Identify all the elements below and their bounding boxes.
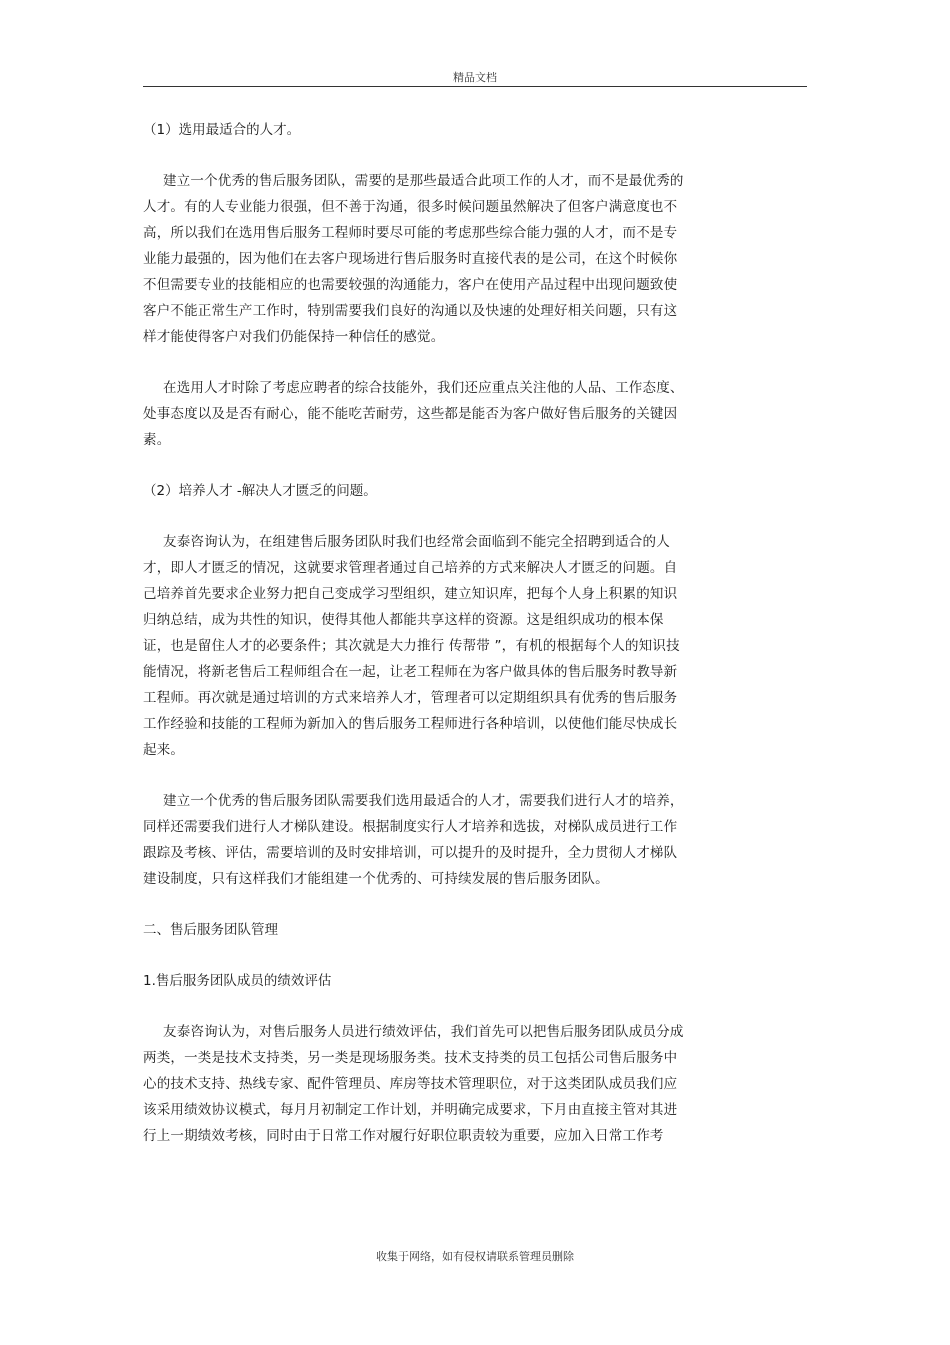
paragraph [143,1019,743,1149]
paragraph-line: 友泰咨询认为，在组建售后服务团队时我们也经常会面临到不能完全招聘到适合的人 [163,534,670,550]
page-header [143,66,807,87]
paragraph-line: 己培养首先要求企业努力把自己变成学习型组织，建立知识库，把每个人身上积累的知识 [143,586,678,602]
paragraph [143,788,743,892]
section-heading: 1.售后服务团队成员的绩效评估 [143,973,332,989]
paragraph-line: 友泰咨询认为，对售后服务人员进行绩效评估，我们首先可以把售后服务团队成员分成 [163,1024,684,1040]
header-text: 精品文档 [453,71,497,84]
paragraph-line: 人才。有的人专业能力很强，但不善于沟通，很多时候问题虽然解决了但客户满意度也不 [143,199,678,215]
paragraph-line: 建设制度，只有这样我们才能组建一个优秀的、可持续发展的售后服务团队。 [143,871,609,887]
section-heading: （1）选用最适合的人才。 [143,122,301,138]
paragraph-line: 同样还需要我们进行人才梯队建设。根据制度实行人才培养和选拔，对梯队成员进行工作 [143,819,678,835]
paragraph-line: 才，即人才匮乏的情况，这就要求管理者通过自己培养的方式来解决人才匮乏的问题。自 [143,560,678,576]
paragraph-line: 跟踪及考核、评估，需要培训的及时安排培训，可以提升的及时提升，全力贯彻人才梯队 [143,845,678,861]
section-heading: 二、售后服务团队管理 [143,922,278,938]
paragraph-line: 建立一个优秀的售后服务团队需要我们选用最适合的人才，需要我们进行人才的培养， [163,793,684,809]
paragraph-line: 高，所以我们在选用售后服务工程师时要尽可能的考虑那些综合能力强的人才，而不是专 [143,225,678,241]
paragraph-line: 客户不能正常生产工作时，特别需要我们良好的沟通以及快速的处理好相关问题，只有这 [143,303,678,319]
paragraph-line: 不但需要专业的技能相应的也需要较强的沟通能力，客户在使用产品过程中出现问题致使 [143,277,678,293]
paragraph-line: 证，也是留住人才的必要条件；其次就是大力推行 传帮带 ”，有机的根据每个人的知识技 [143,638,680,654]
paragraph-line: 心的技术支持、热线专家、配件管理员、库房等技术管理职位，对于这类团队成员我们应 [143,1076,678,1092]
paragraph-line: 业能力最强的，因为他们在去客户现场进行售后服务时直接代表的是公司，在这个时候你 [143,251,678,267]
document-body [143,117,743,1174]
paragraph-line: 该采用绩效协议模式，每月月初制定工作计划，并明确完成要求，下月由直接主管对其进 [143,1102,678,1118]
paragraph [143,375,743,453]
paragraph [143,529,743,763]
paragraph-line: 工程师。再次就是通过培训的方式来培养人才，管理者可以定期组织具有优秀的售后服务 [143,690,678,706]
paragraph-line: 样才能使得客户对我们仍能保持一种信任的感觉。 [143,329,445,345]
paragraph-line: 工作经验和技能的工程师为新加入的售后服务工程师进行各种培训，以使他们能尽快成长 [143,716,678,732]
paragraph-line: 两类，一类是技术支持类，另一类是现场服务类。技术支持类的员工包括公司售后服务中 [143,1050,678,1066]
paragraph-line: 行上一期绩效考核，同时由于日常工作对履行好职位职责较为重要，应加入日常工作考 [143,1128,664,1144]
paragraph-line: 起来。 [143,742,185,758]
section-heading: （2）培养人才 -解决人才匮乏的问题。 [143,483,377,499]
page-footer: 收集于网络，如有侵权请联系管理员删除 [376,1250,574,1263]
paragraph [143,168,743,350]
paragraph-line: 处事态度以及是否有耐心，能不能吃苦耐劳，这些都是能否为客户做好售后服务的关键因 [143,406,678,422]
paragraph-line: 归纳总结，成为共性的知识，使得其他人都能共享这样的资源。这是组织成功的根本保 [143,612,664,628]
paragraph-line: 能情况，将新老售后工程师组合在一起，让老工程师在为客户做具体的售后服务时教导新 [143,664,678,680]
paragraph-line: 在选用人才时除了考虑应聘者的综合技能外，我们还应重点关注他的人品、工作态度、 [163,380,684,396]
paragraph-line: 素。 [143,432,171,448]
paragraph-line: 建立一个优秀的售后服务团队，需要的是那些最适合此项工作的人才，而不是最优秀的 [163,173,684,189]
